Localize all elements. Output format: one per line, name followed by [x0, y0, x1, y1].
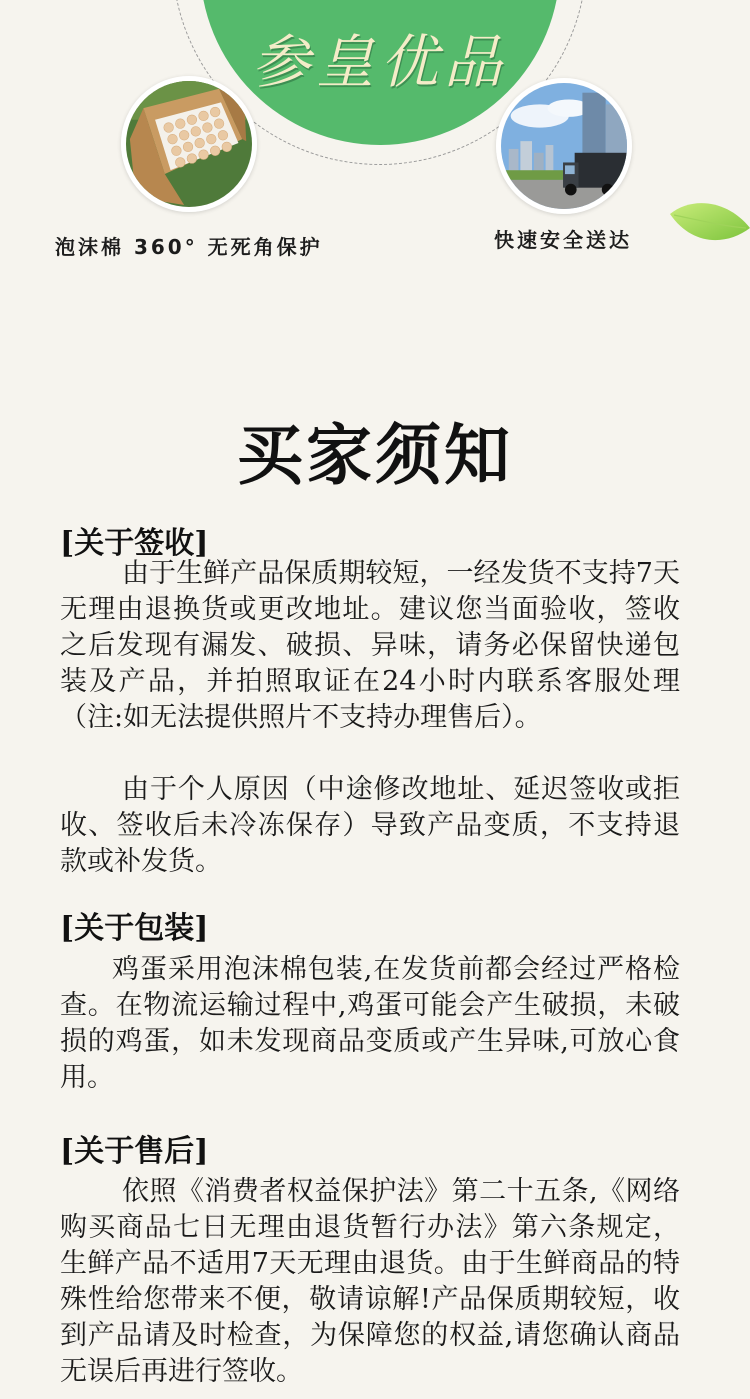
- after-sales-paragraph: 依照《消费者权益保护法》第二十五条,《网络购买商品七日无理由退货暂行办法》第六条规定，生鲜产品不适用7天无理由退货。由于生鲜商品的特殊性给您带来不便，敬请谅解!产品保质期较短，收到产品请及时检查，为保障您的权益,请您确认商品无误后再进行签收。: [60, 1176, 680, 1387]
- leaf-icon: [666, 196, 750, 252]
- section-heading-signing: [关于签收]: [60, 526, 209, 561]
- delivery-truck-photo-icon: [496, 78, 632, 214]
- signing-paragraph-2: 由于个人原因（中途修改地址、延迟签收或拒收、签收后未冷冻保存）导致产品变质，不支持退款或补发货。: [60, 774, 680, 877]
- section-heading-packaging: [关于包装]: [60, 911, 209, 946]
- fast-delivery-caption: 快速安全送达: [494, 228, 632, 252]
- egg-box-photo-icon: [121, 76, 257, 212]
- packaging-paragraph: 鸡蛋采用泡沫棉包装,在发货前都会经过严格检查。在物流运输过程中,鸡蛋可能会产生破损，未破损的鸡蛋，如未发现商品变质或产生异味,可放心食用。: [60, 954, 680, 1093]
- section-heading-after-sales: [关于售后]: [60, 1134, 209, 1169]
- brand-title: 参皇优品: [251, 28, 508, 96]
- signing-paragraph-1: 由于生鲜产品保质期较短，一经发货不支持7天无理由退换货或更改地址。建议您当面验收，签收之后发现有漏发、破损、异味，请务必保留快递包装及产品，并拍照取证在24小时内联系客服处理（注:如无法提供照片不支持办理售后）。: [60, 558, 680, 733]
- notice-title: 买家须知: [237, 416, 513, 494]
- foam-protection-caption: 泡沫棉 360° 无死角保护: [55, 235, 323, 259]
